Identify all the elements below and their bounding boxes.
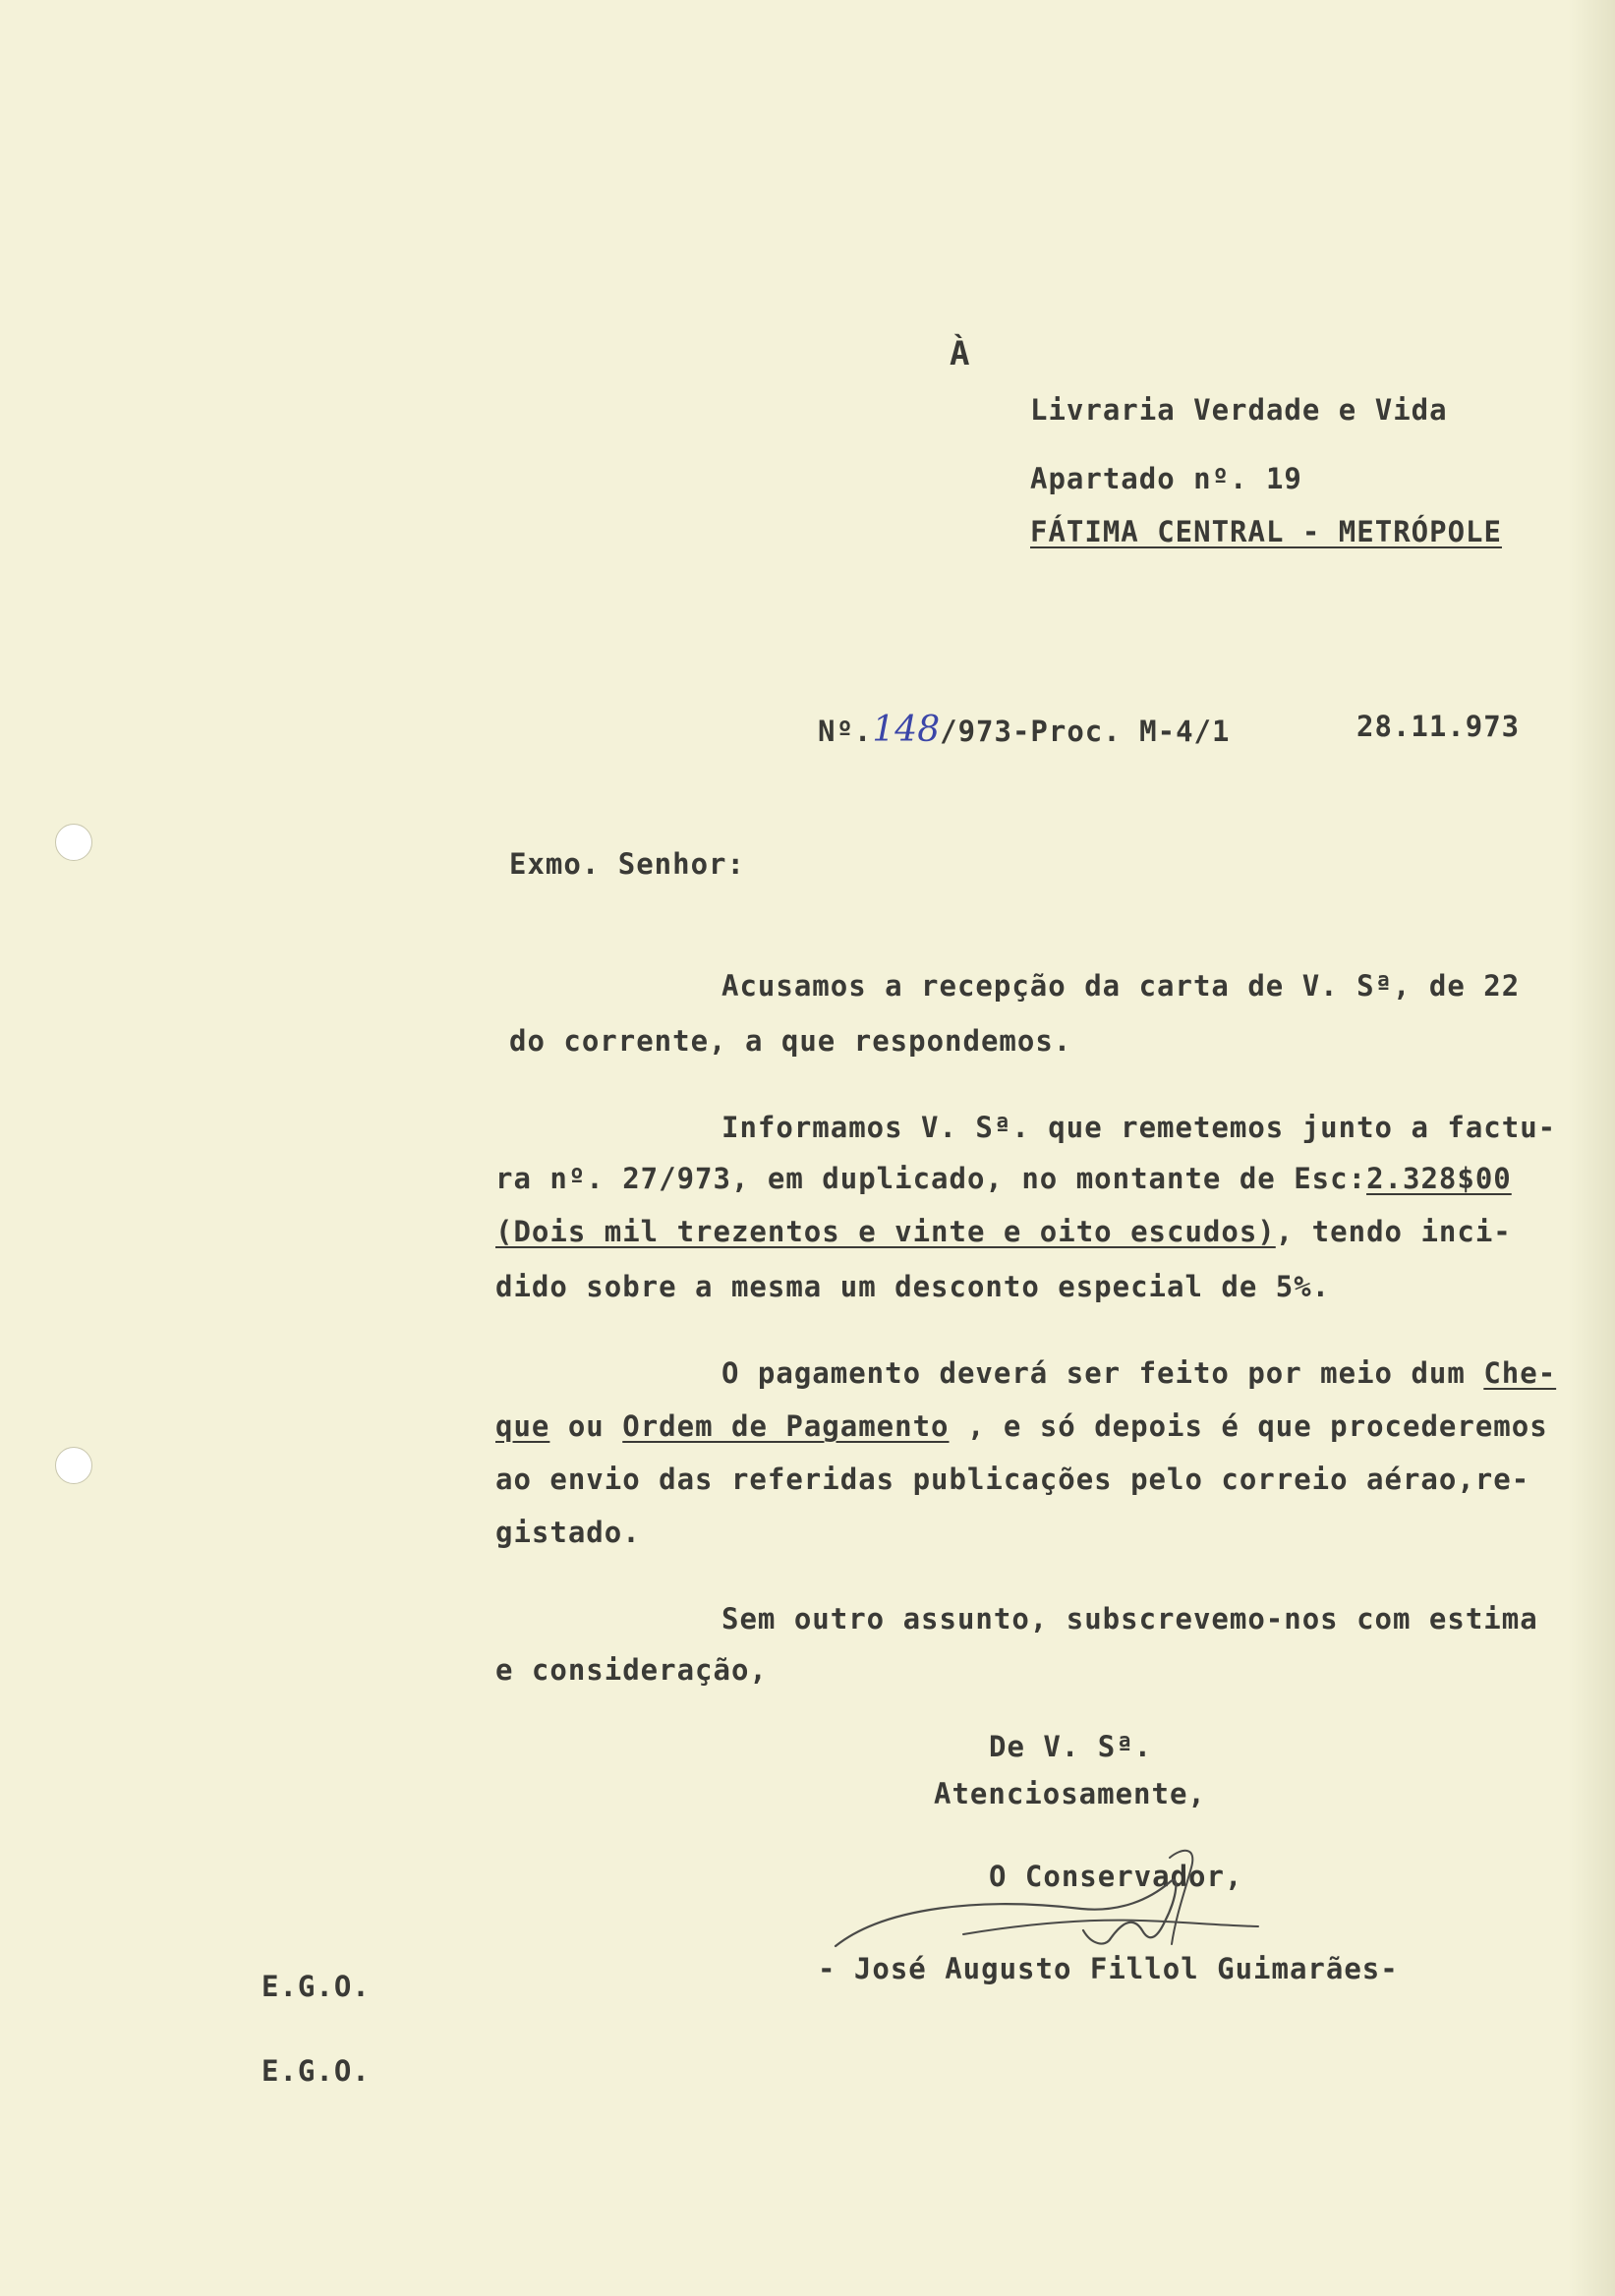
payment-method-order: Ordem de Pagamento xyxy=(622,1409,950,1443)
reference-number-label: Nº. xyxy=(818,715,873,748)
punch-hole-bottom xyxy=(55,1447,92,1484)
address-line-2: Apartado nº. 19 xyxy=(1030,462,1302,495)
signer-name: - José Augusto Fillol Guimarães- xyxy=(818,1952,1399,1985)
page-edge-shadow xyxy=(1568,0,1615,2296)
reference-line xyxy=(818,710,1230,750)
letter-date: 28.11.973 xyxy=(1356,710,1521,743)
body-p3-line-2-text: , e só depois é que procederemos xyxy=(949,1409,1548,1443)
address-line-3: FÁTIMA CENTRAL - METRÓPOLE xyxy=(1030,515,1502,548)
body-p2-line-2-text: ra nº. 27/973, em duplicado, no montante de Esc: xyxy=(495,1162,1367,1195)
payment-method-cheque-part1: Che- xyxy=(1483,1356,1557,1390)
body-p2-line-3 xyxy=(495,1215,1512,1248)
body-p3-connector: ou xyxy=(549,1409,623,1443)
address-prefix: À xyxy=(950,334,971,373)
body-p2-line-2 xyxy=(495,1162,1512,1195)
body-p3-line-1-text: O pagamento deverá ser feito por meio dum xyxy=(721,1356,1484,1390)
salutation: Exmo. Senhor: xyxy=(509,847,745,881)
body-p4-line-1: Sem outro assunto, subscrevemo-nos com estima xyxy=(721,1602,1538,1636)
amount-in-words: (Dois mil trezentos e vinte e oito escudos) xyxy=(495,1215,1276,1248)
body-p3-line-3: ao envio das referidas publicações pelo correio aérao,re- xyxy=(495,1463,1530,1496)
reference-number-handwritten: 148 xyxy=(872,710,941,750)
payment-method-cheque-part2: que xyxy=(495,1409,550,1443)
closing-line-1: De V. Sª. xyxy=(989,1730,1153,1763)
punch-hole-top xyxy=(55,824,92,861)
initials-2: E.G.O. xyxy=(261,2054,371,2088)
initials-1: E.G.O. xyxy=(261,1970,371,2003)
body-p2-line-4: dido sobre a mesma um desconto especial de 5%. xyxy=(495,1270,1331,1303)
invoice-amount: 2.328$00 xyxy=(1366,1162,1512,1195)
signer-title: O Conservador, xyxy=(989,1860,1243,1893)
body-p2-line-1: Informamos V. Sª. que remetemos junto a factu- xyxy=(721,1111,1557,1144)
address-line-1: Livraria Verdade e Vida xyxy=(1030,393,1448,427)
body-p3-line-4: gistado. xyxy=(495,1516,641,1549)
body-p4-line-2: e consideração, xyxy=(495,1653,768,1687)
body-p3-line-2 xyxy=(495,1409,1548,1443)
body-p3-line-1 xyxy=(721,1356,1556,1390)
reference-process: /973-Proc. M-4/1 xyxy=(940,715,1231,748)
body-p1-line-2: do corrente, a que respondemos. xyxy=(509,1024,1072,1058)
body-p1-line-1: Acusamos a recepção da carta de V. Sª, de 22 xyxy=(721,969,1521,1003)
body-p2-line-3-text: , tendo inci- xyxy=(1275,1215,1512,1248)
closing-line-2: Atenciosamente, xyxy=(934,1777,1206,1810)
